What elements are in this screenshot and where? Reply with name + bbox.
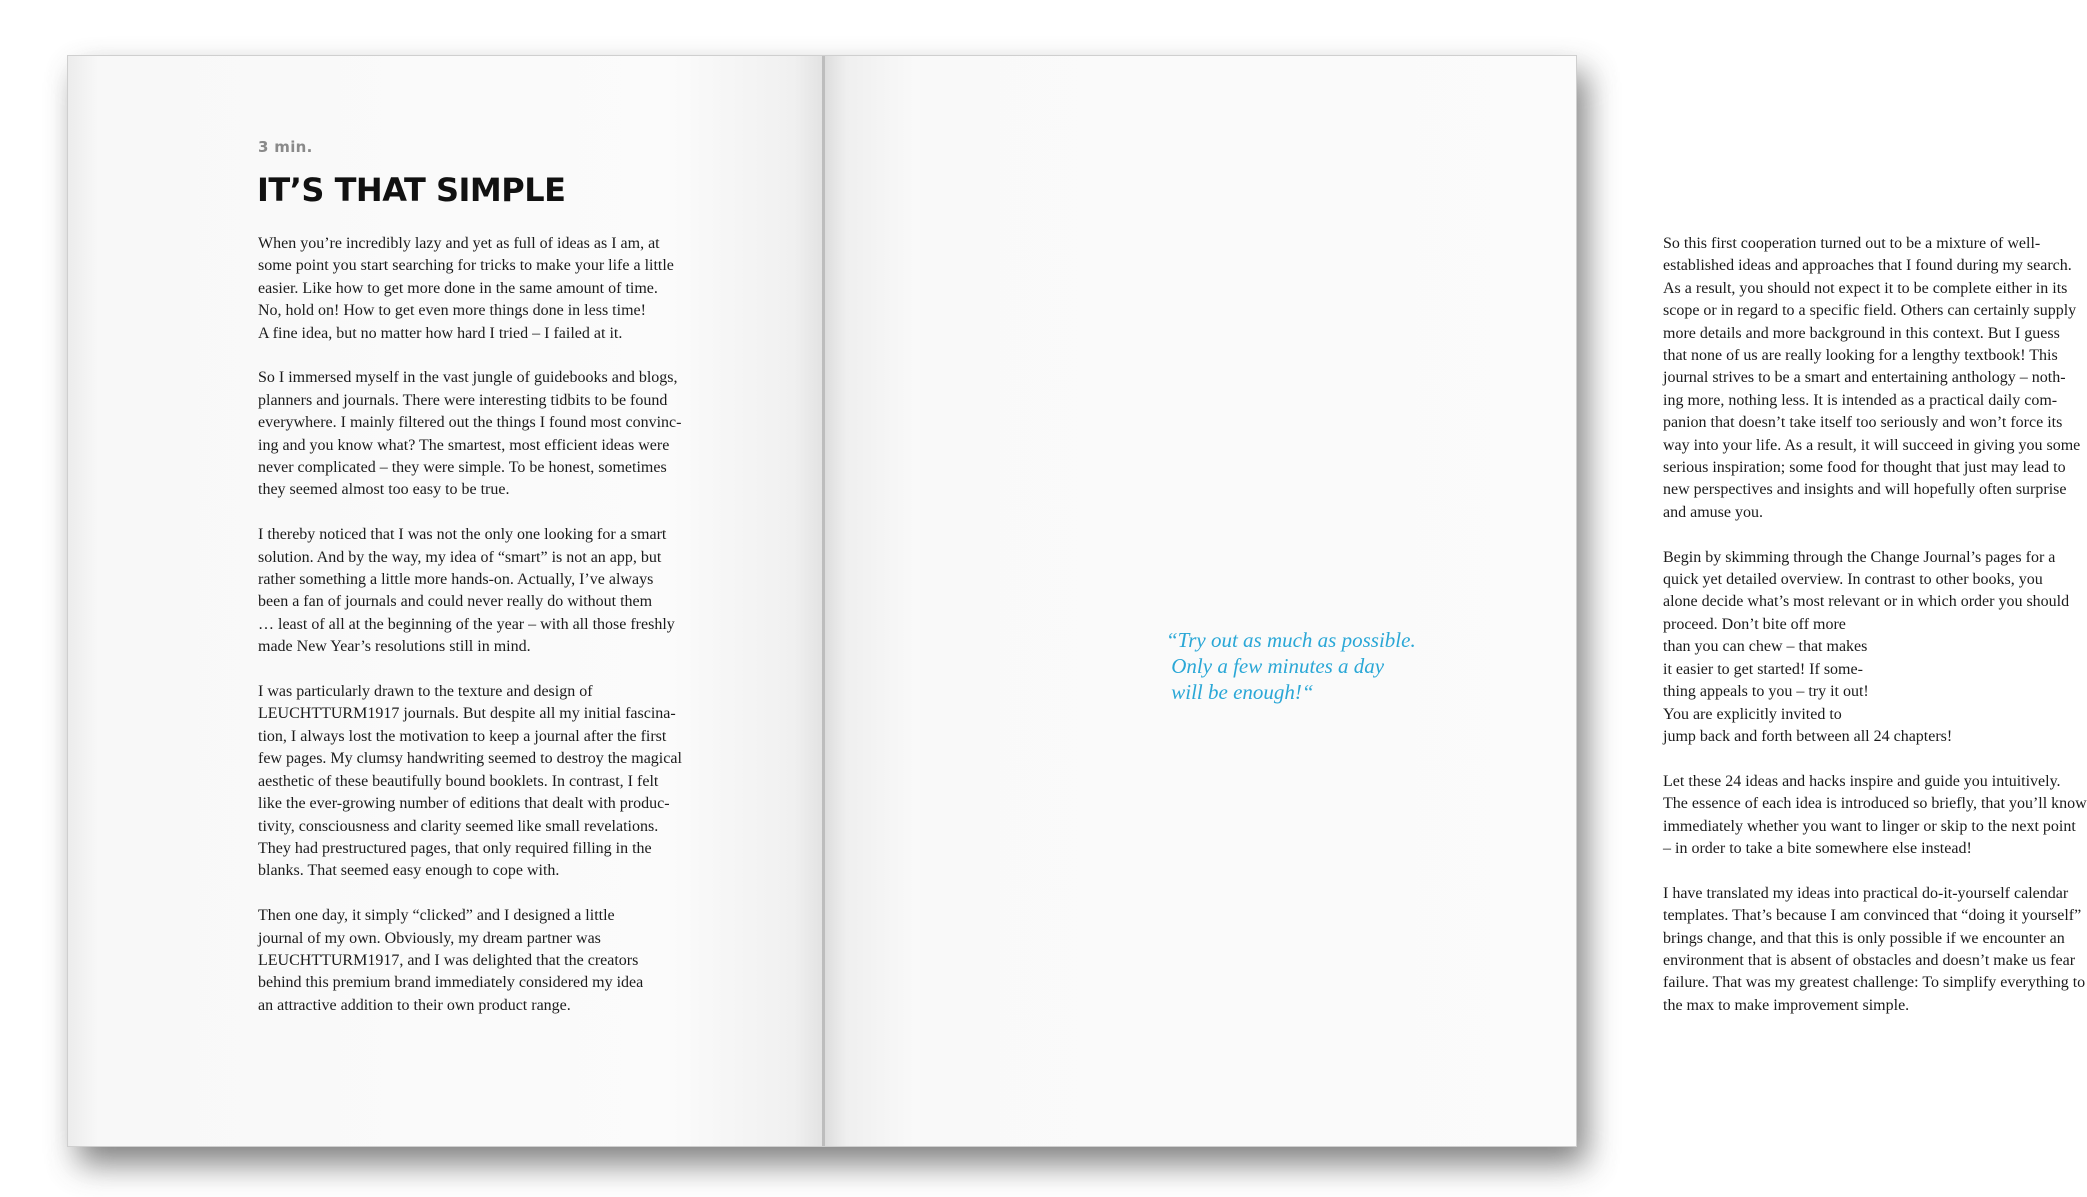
text-line: – in order to take a bite somewhere else instead! [1663, 839, 1972, 857]
text-line: easier. Like how to get more done in the same amount of time. [258, 279, 658, 297]
text-line: brings change, and that this is only possible if we encounter an [1663, 929, 2065, 947]
text-line: and amuse you. [1663, 503, 1763, 521]
text-line: ing more, nothing less. It is intended as a practical daily com- [1663, 391, 2058, 409]
text-line: A fine idea, but no matter how hard I tried – I failed at it. [258, 324, 623, 342]
text-line: proceed. Don’t bite off more [1663, 615, 1846, 633]
text-line: quick yet detailed overview. In contrast to other books, you [1663, 571, 2043, 589]
text-line: few pages. My clumsy handwriting seemed to destroy the magical [258, 750, 682, 768]
text-line: ing and you know what? The smartest, most efficient ideas were [258, 436, 670, 454]
text-line: failure. That was my greatest challenge: To simplify everything to [1663, 974, 2086, 992]
text-line: more details and more background in this context. But I guess [1663, 324, 2060, 342]
text-line: alone decide what’s most relevant or in which order you should [1663, 593, 2070, 611]
chapter-title: IT’S THAT SIMPLE [257, 171, 566, 209]
body-paragraph [1663, 771, 2087, 861]
text-line: scope or in regard to a specific field. Others can certainly supply [1663, 302, 2077, 320]
reading-time: 3 min. [258, 138, 313, 156]
text-line: They had prestructured pages, that only required filling in the [258, 839, 652, 857]
text-line: templates. That’s because I am convinced that “doing it yourself” [1663, 907, 2082, 925]
text-line: When you’re incredibly lazy and yet as full of ideas as I am, at [258, 235, 660, 252]
text-line: … least of all at the beginning of the year – with all those freshly [258, 615, 675, 633]
text-line: Begin by skimming through the Change Journal’s pages for a [1663, 548, 2056, 566]
book-spread [67, 55, 2087, 1147]
pull-quote [1166, 627, 1416, 705]
pull-quote-line: Only a few minutes a day [1166, 654, 1385, 678]
text-line: some point you start searching for tricks to make your life a little [258, 257, 674, 275]
body-paragraph [1663, 547, 2087, 749]
text-line: So this first cooperation turned out to be a mixture of well- [1663, 235, 2041, 252]
text-line: than you can chew – that makes [1663, 638, 1868, 656]
text-line: I was particularly drawn to the texture and design of [258, 683, 593, 701]
text-line: immediately whether you want to linger or skip to the next point [1663, 817, 2076, 835]
text-line: new perspectives and insights and will hopefully often surprise [1663, 481, 2067, 499]
text-line: So I immersed myself in the vast jungle of guidebooks and blogs, [258, 369, 678, 387]
text-line: planners and journals. There were interesting tidbits to be found [258, 391, 668, 409]
text-line: The essence of each idea is introduced so briefly, that you’ll know [1663, 795, 2087, 813]
text-line: way into your life. As a result, it will succeed in giving you some [1663, 436, 2081, 454]
text-line: established ideas and approaches that I found during my search. [1663, 257, 2072, 275]
text-line: that none of us are really looking for a lengthy textbook! This [1663, 347, 2058, 365]
text-line: been a fan of journals and could never really do without them [258, 593, 653, 611]
pull-quote-line: “Try out as much as possible. [1166, 628, 1416, 652]
right-body-text [1663, 233, 2087, 1040]
text-line: serious inspiration; some food for thought that just may lead to [1663, 459, 2066, 477]
text-line: behind this premium brand immediately considered my idea [258, 974, 644, 992]
text-line: LEUCHTTURM1917 journals. But despite all my initial fascina- [258, 705, 676, 723]
pull-quote-line: will be enough!“ [1166, 680, 1314, 704]
text-line: environment that is absent of obstacles and doesn’t make us fear [1663, 951, 2076, 969]
right-page [824, 56, 2087, 1146]
text-line: like the ever-growing number of editions that dealt with produc- [258, 795, 670, 813]
body-paragraph [258, 524, 682, 658]
text-line: panion that doesn’t take itself too seriously and won’t force its [1663, 414, 2063, 432]
text-line: the max to make improvement simple. [1663, 996, 1910, 1014]
text-line: I have translated my ideas into practical do-it-yourself calendar [1663, 884, 2069, 902]
body-paragraph [258, 905, 682, 1017]
body-paragraph [1663, 233, 2087, 524]
text-line: Let these 24 ideas and hacks inspire and guide you intuitively. [1663, 772, 2061, 790]
text-line: journal of my own. Obviously, my dream partner was [258, 929, 601, 947]
body-paragraph [1663, 883, 2087, 1017]
text-line: tivity, consciousness and clarity seemed like small revelations. [258, 817, 659, 835]
text-line: never complicated – they were simple. To be honest, sometimes [258, 459, 667, 477]
text-line: they seemed almost too easy to be true. [258, 481, 510, 499]
body-paragraph [258, 233, 682, 345]
text-line: I thereby noticed that I was not the only one looking for a smart [258, 526, 667, 544]
text-line: rather something a little more hands-on. Actually, I’ve always [258, 571, 654, 589]
text-line: an attractive addition to their own product range. [258, 996, 571, 1014]
text-line: made New Year’s resolutions still in mind. [258, 638, 531, 656]
text-line: journal strives to be a smart and entertaining anthology – noth- [1663, 369, 2066, 387]
text-line: No, hold on! How to get even more things done in less time! [258, 302, 646, 320]
text-line: jump back and forth between all 24 chapters! [1663, 727, 1953, 745]
text-line: blanks. That seemed easy enough to cope with. [258, 862, 560, 880]
text-line: Then one day, it simply “clicked” and I designed a little [258, 907, 615, 925]
text-line: everywhere. I mainly filtered out the things I found most convinc- [258, 414, 682, 432]
text-line: aesthetic of these beautifully bound booklets. In contrast, I felt [258, 772, 659, 790]
text-line: thing appeals to you – try it out! [1663, 683, 1869, 701]
body-paragraph [258, 681, 682, 883]
left-body-text [258, 233, 682, 1040]
body-paragraph [258, 367, 682, 501]
page-gutter [822, 56, 825, 1146]
text-line: solution. And by the way, my idea of “smart” is not an app, but [258, 548, 662, 566]
text-line: LEUCHTTURM1917, and I was delighted that the creators [258, 951, 639, 969]
text-line: You are explicitly invited to [1663, 705, 1842, 723]
text-line: tion, I always lost the motivation to keep a journal after the first [258, 727, 667, 745]
text-line: it easier to get started! If some- [1663, 660, 1863, 678]
text-line: As a result, you should not expect it to be complete either in its [1663, 279, 2068, 297]
left-page [68, 56, 824, 1146]
